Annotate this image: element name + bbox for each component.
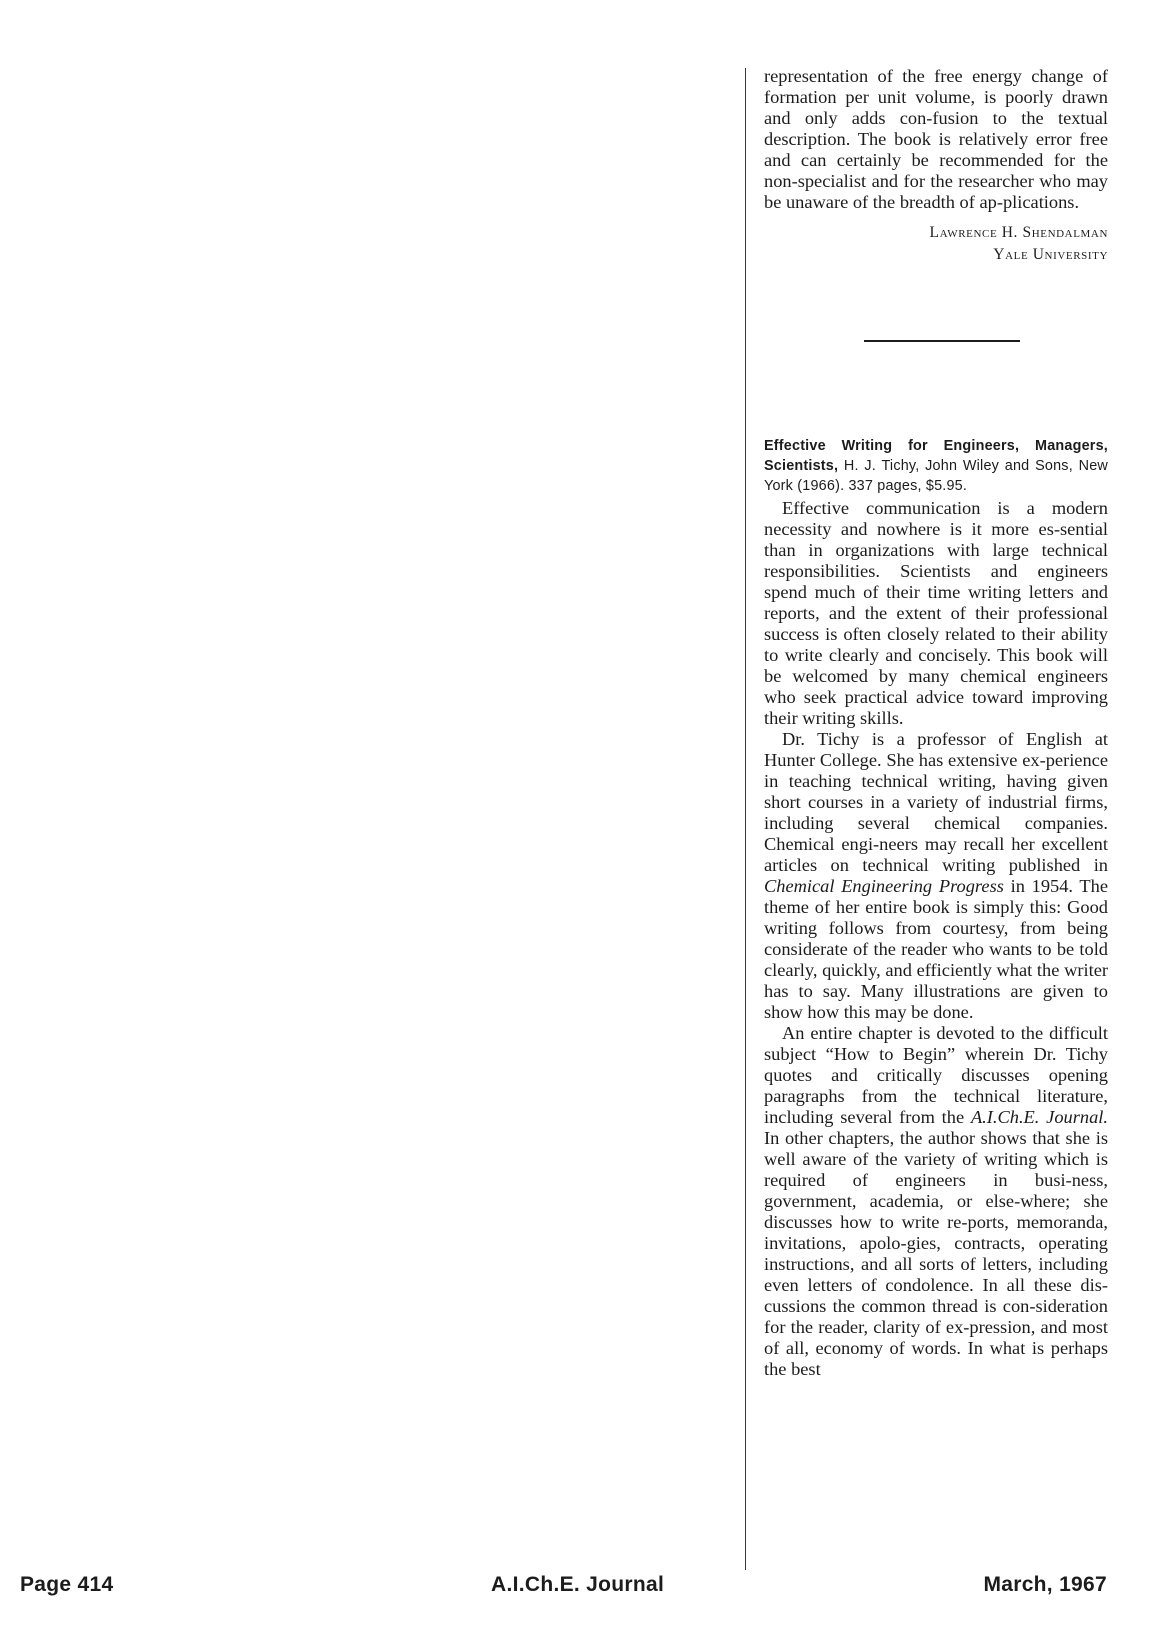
book-title: Effective Writing for Engineers, Managers, Scientists,	[764, 438, 1108, 474]
column-rule	[745, 68, 746, 1570]
page-number: Page 414	[20, 1573, 114, 1596]
paragraph-3-text-b: In other chapters, the author shows that she is well aware of the variety of writing which is required of engineers in busi-ness, government, academia, or else-where; she discusses how to write re-ports, memoranda, invitations, apolo-gies, contracts, operating instructions, and all sorts of letters, including even letters of condolence. In all these dis-cussions the common thread is con-sideration for the reader, clarity of ex-pression, and most of all, economy of words. In what is perhaps the best	[764, 1128, 1108, 1379]
right-column	[764, 66, 1108, 1380]
journal-name: A.I.Ch.E. Journal	[491, 1573, 665, 1596]
page-footer	[0, 1573, 1163, 1603]
paragraph-2-text-b: in 1954. The theme of her entire book is simply this: Good writing follows from courtesy, from being considerate of the reader who wants to be told clearly, quickly, and efficiently what the writer has to say. Many illustrations are given to show how this may be done.	[764, 876, 1109, 1022]
review-paragraph-2	[764, 729, 1108, 1023]
reviewer-signature	[764, 222, 1108, 266]
review-paragraph-3	[764, 1023, 1108, 1380]
reviewer-name: Lawrence H. Shendalman	[929, 224, 1108, 241]
book-citation: H. J. Tichy, John Wiley and Sons, New York (1966). 337 pages, $5.95.	[764, 458, 1108, 494]
journal-name-cep: Chemical Engineering Progress	[764, 876, 1004, 896]
review-body	[764, 498, 1108, 1380]
review-paragraph-1: Effective communication is a modern necessity and nowhere is it more es-sential than in organizations with large technical responsibilities. Scientists and engineers spend much of their time writing letters and reports, and the extent of their professional success is often closely related to their ability to write clearly and concisely. This book will be welcomed by many chemical engineers who seek practical advice toward improving their writing skills.	[764, 498, 1108, 728]
journal-name-aiche: A.I.Ch.E. Journal.	[970, 1107, 1108, 1127]
review-separator	[864, 340, 1020, 342]
previous-review-text: representation of the free energy change of formation per unit volume, is poorly drawn and only adds con-fusion to the textual description. The book is relatively error free and can certainly be recommended for the non-specialist and for the researcher who may be unaware of the breadth of ap-plications.	[764, 66, 1108, 212]
paragraph-2-text-a: Dr. Tichy is a professor of English at Hunter College. She has extensive ex-perience in teaching technical writing, having given short courses in a variety of industrial firms, including several chemical companies. Chemical engi-neers may recall her excellent articles on technical writing published in	[764, 729, 1108, 875]
issue-date: March, 1967	[983, 1573, 1107, 1596]
previous-review-ending	[764, 66, 1108, 213]
paragraph-3-text-a: An entire chapter is devoted to the difficult subject “How to Begin” wherein Dr. Tichy quotes and critically discusses opening paragraphs from the technical literature, including several from the	[764, 1023, 1108, 1127]
review-heading	[764, 436, 1108, 496]
reviewer-affiliation: Yale University	[993, 246, 1108, 263]
